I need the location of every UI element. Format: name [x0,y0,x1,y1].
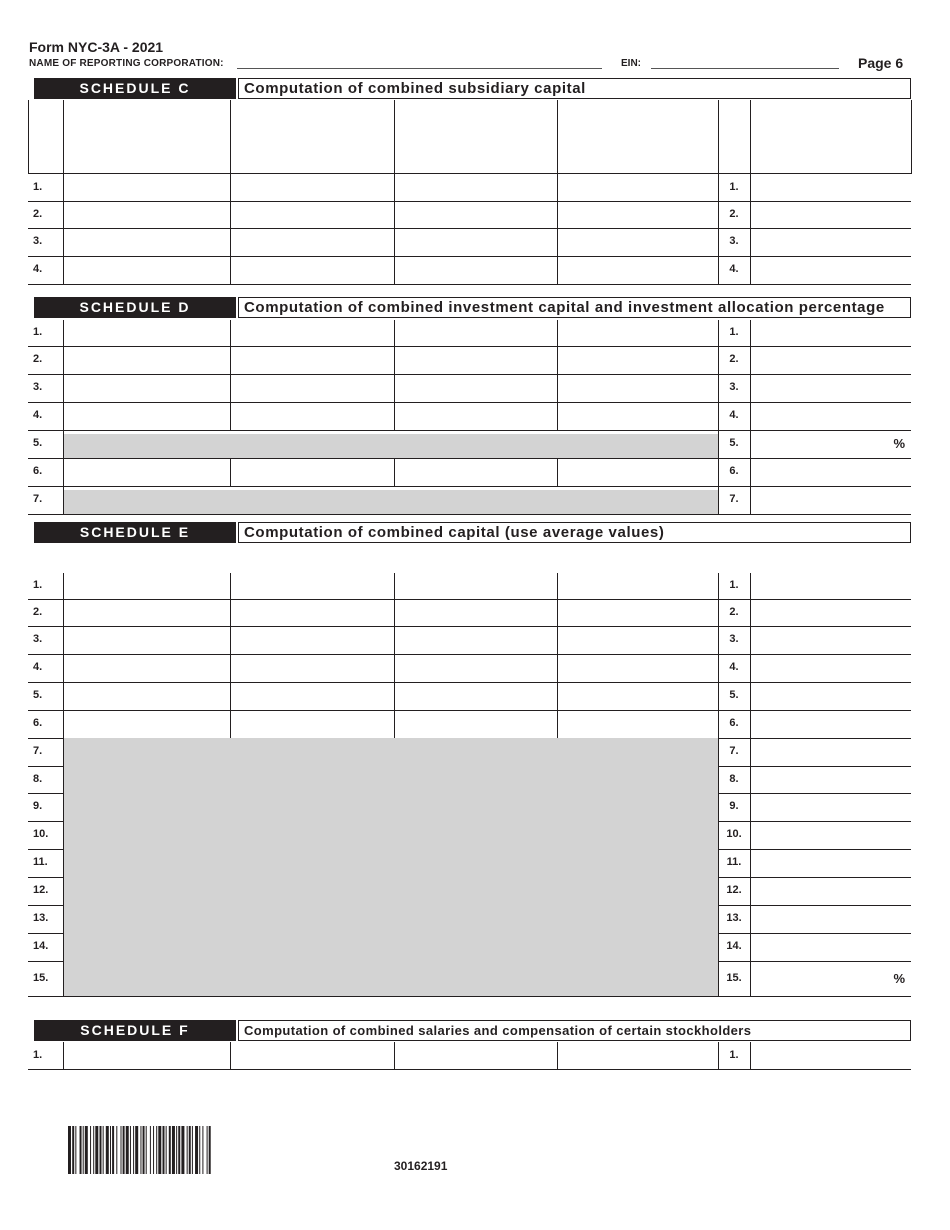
column-b-input[interactable] [230,201,394,228]
barcode-bar [163,1126,165,1174]
schedule-f-title: Computation of combined salaries and compensation of certain stockholders [238,1020,911,1041]
line-number: 3. [33,381,43,393]
barcode-bar [140,1126,141,1174]
line-number-right: 10. [726,828,742,840]
column-a-input[interactable] [63,228,230,256]
column-e-input[interactable] [750,320,912,346]
column-b-input[interactable] [230,458,394,486]
schedule-e-line-15 [28,961,911,997]
column-b-input[interactable] [230,174,394,201]
schedule-d-header [34,297,911,318]
line-number: 1. [33,1048,43,1061]
column-c-input[interactable] [394,682,557,710]
schedule-d-title: Computation of combined investment capital and investment allocation percentage [238,297,911,318]
schedule-e-title: Computation of combined capital (use average values) [238,522,911,543]
column-c-input[interactable] [394,626,557,654]
percent-sign: % [893,436,905,451]
header-divider [557,100,558,174]
column-d-input[interactable] [557,1042,718,1069]
barcode-bar [123,1126,125,1174]
barcode-bar [106,1126,109,1174]
line-number-right: 1. [729,1048,739,1061]
line-number: 14. [33,940,49,952]
line-number: 5. [33,689,43,701]
schedule-e-line-1 [28,573,911,600]
column-c-input[interactable] [394,573,557,599]
schedule-e-line-12 [28,877,911,906]
barcode-bar [85,1126,88,1174]
schedule-e-line-6 [28,710,911,739]
line-number-right: 5. [729,689,739,701]
column-b-input[interactable] [230,682,394,710]
line-number-right: 13. [726,912,742,924]
barcode-bar [95,1126,98,1174]
schedule-d-line-1 [28,320,911,347]
header-divider [63,100,64,174]
column-e-input[interactable] [750,905,912,933]
column-c-input[interactable] [394,458,557,486]
column-c-input[interactable] [394,174,557,201]
column-e-input[interactable] [750,710,912,738]
header-divider [750,100,751,174]
column-c-input[interactable] [394,228,557,256]
line-number: 1. [33,180,43,193]
cell-divider [63,905,64,933]
cell-divider [63,430,64,458]
barcode-bar [130,1126,131,1174]
column-e-input[interactable] [750,486,912,514]
barcode-bar [68,1126,71,1174]
line-number: 15. [33,971,49,984]
barcode-bar [110,1126,111,1174]
column-a-input[interactable] [63,402,230,430]
line-number: 6. [33,717,43,729]
column-a-input[interactable] [63,458,230,486]
line-number-right: 7. [729,745,739,757]
schedule-e-line-4 [28,654,911,683]
barcode-bar [192,1126,193,1174]
header-border [28,100,29,174]
column-e-input[interactable] [750,346,912,374]
percent-sign: % [893,970,905,986]
line-number: 4. [33,409,43,421]
barcode-bar [178,1126,180,1174]
line-number-right: 2. [729,207,739,220]
barcode-bar [189,1126,191,1174]
column-e-input[interactable] [750,201,912,228]
form-code: 30162191 [394,1159,448,1173]
column-c-input[interactable] [394,320,557,346]
line-number-right: 4. [729,263,739,275]
barcode-bar [187,1126,188,1174]
column-b-input[interactable] [230,256,394,284]
column-e-input[interactable] [750,766,912,793]
line-number-right: 3. [729,381,739,393]
column-a-input[interactable] [63,599,230,626]
barcode-bar [158,1126,161,1174]
barcode-bar [199,1126,200,1174]
schedule-c-title: Computation of combined subsidiary capital [238,78,911,99]
line-number-right: 6. [729,465,739,477]
schedule-c-label: SCHEDULE C [34,78,236,99]
cell-divider [63,793,64,821]
name-of-reporting-corporation-label: NAME OF REPORTING CORPORATION: [29,58,224,69]
line-number: 13. [33,912,49,924]
schedule-e-line-2 [28,599,911,627]
column-e-input[interactable] [750,228,912,256]
line-number: 9. [33,800,43,812]
column-e-input[interactable] [750,933,912,961]
barcode-bar [150,1126,151,1174]
column-e-input[interactable] [750,458,912,486]
shaded-cell [64,766,718,793]
column-e-input[interactable] [750,849,912,877]
line-number: 1. [33,579,43,591]
column-e-input[interactable] [750,1042,912,1069]
ein-label: EIN: [621,58,641,69]
column-d-input[interactable] [557,402,718,430]
column-d-input[interactable] [557,626,718,654]
column-d-input[interactable] [557,654,718,682]
column-e-input[interactable] [750,430,912,458]
schedule-d-line-3 [28,374,911,403]
barcode-bar [103,1126,104,1174]
column-c-input[interactable] [394,599,557,626]
line-number-right: 3. [729,235,739,247]
column-c-input[interactable] [394,346,557,374]
schedule-d-line-5 [28,430,911,459]
line-number: 8. [33,772,43,785]
page-number: Page 6 [858,55,904,71]
barcode-bar [90,1126,91,1174]
column-e-input[interactable] [750,626,912,654]
column-d-input[interactable] [557,256,718,284]
schedule-c-line-2 [28,201,911,229]
shaded-cell [64,490,718,514]
column-e-input[interactable] [750,174,912,201]
column-c-input[interactable] [394,201,557,228]
header-divider [394,100,395,174]
column-e-input[interactable] [750,256,912,284]
schedule-d-line-6 [28,458,911,487]
line-number: 12. [33,884,49,896]
line-number: 1. [33,326,43,338]
column-c-input[interactable] [394,256,557,284]
schedule-e-header [34,522,911,543]
line-number-right: 14. [726,940,742,952]
column-c-input[interactable] [394,374,557,402]
column-e-input[interactable] [750,682,912,710]
column-a-input[interactable] [63,682,230,710]
line-number-right: 6. [729,717,739,729]
shaded-cell [64,821,718,849]
column-d-input[interactable] [557,320,718,346]
barcode-bar [156,1126,157,1174]
column-a-input[interactable] [63,374,230,402]
schedule-e-line-14 [28,933,911,962]
column-e-input[interactable] [750,961,912,996]
line-number: 3. [33,633,43,645]
column-a-input[interactable] [63,1042,230,1069]
barcode-bar [133,1126,134,1174]
column-e-input[interactable] [750,374,912,402]
schedule-e-line-8 [28,766,911,794]
barcode-bar [100,1126,102,1174]
column-c-input[interactable] [394,654,557,682]
column-b-input[interactable] [230,346,394,374]
barcode-bar [195,1126,198,1174]
column-b-input[interactable] [230,374,394,402]
column-e-input[interactable] [750,573,912,599]
shaded-cell [64,877,718,905]
column-d-input[interactable] [557,682,718,710]
column-d-input[interactable] [557,573,718,599]
header-divider [718,100,719,174]
line-number-right: 12. [726,884,742,896]
schedule-f-line-1 [28,1042,911,1070]
column-d-input[interactable] [557,201,718,228]
column-e-input[interactable] [750,738,912,766]
column-a-input[interactable] [63,710,230,738]
line-number-right: 15. [726,971,742,984]
column-d-input[interactable] [557,458,718,486]
barcode-bar [83,1126,84,1174]
barcode-bar [126,1126,129,1174]
line-number: 2. [33,353,43,365]
schedule-c-header [34,78,911,99]
column-a-input[interactable] [63,346,230,374]
line-number: 2. [33,605,43,618]
line-number-right: 2. [729,605,739,618]
cell-divider [63,849,64,877]
column-b-input[interactable] [230,626,394,654]
column-c-input[interactable] [394,1042,557,1069]
schedule-c-line-3 [28,228,911,257]
line-number: 4. [33,263,43,275]
line-number-right: 1. [729,579,739,591]
column-e-input[interactable] [750,599,912,626]
barcode-bar [166,1126,167,1174]
barcode-bar [169,1126,171,1174]
column-a-input[interactable] [63,626,230,654]
schedule-f-label: SCHEDULE F [34,1020,236,1041]
barcode-bar [135,1126,138,1174]
column-e-input[interactable] [750,402,912,430]
column-e-input[interactable] [750,793,912,821]
cell-divider [63,738,64,766]
column-b-input[interactable] [230,320,394,346]
schedule-c-line-1 [28,174,911,202]
barcode-bar [146,1126,147,1174]
shaded-cell [64,933,718,961]
column-a-input[interactable] [63,174,230,201]
line-number-right: 5. [729,437,739,449]
column-d-input[interactable] [557,599,718,626]
schedule-d-line-4 [28,402,911,431]
column-e-input[interactable] [750,654,912,682]
line-number-right: 1. [729,326,739,338]
schedule-e-line-13 [28,905,911,934]
shaded-cell [64,434,718,458]
column-b-input[interactable] [230,710,394,738]
schedule-e-line-3 [28,626,911,655]
barcode-bar [112,1126,114,1174]
form-title: Form NYC-3A - 2021 [29,39,164,55]
shaded-cell [64,793,718,821]
schedule-e-line-9 [28,793,911,822]
schedule-d-label: SCHEDULE D [34,297,236,318]
shaded-cell [64,905,718,933]
line-number-right: 4. [729,661,739,673]
column-b-input[interactable] [230,228,394,256]
schedule-e-line-7 [28,738,911,767]
schedule-e-label: SCHEDULE E [34,522,236,543]
column-b-input[interactable] [230,402,394,430]
line-number: 5. [33,437,43,449]
barcode-bar [207,1126,208,1174]
column-a-input[interactable] [63,320,230,346]
cell-divider [63,821,64,849]
column-d-input[interactable] [557,710,718,738]
barcode-bar [121,1126,122,1174]
line-number-right: 3. [729,633,739,645]
column-b-input[interactable] [230,573,394,599]
shaded-cell [64,738,718,766]
column-b-input[interactable] [230,654,394,682]
barcode-bar [116,1126,117,1174]
line-number-right: 11. [726,856,742,868]
line-number-right: 7. [729,493,739,505]
barcode-bar [176,1126,177,1174]
shaded-cell [64,849,718,877]
schedule-c-line-4 [28,256,911,285]
schedule-e-line-10 [28,821,911,850]
column-a-input[interactable] [63,256,230,284]
cell-divider [63,877,64,905]
line-number: 2. [33,207,43,220]
column-a-input[interactable] [63,654,230,682]
barcode-bar [93,1126,94,1174]
line-number: 7. [33,493,43,505]
line-number: 10. [33,828,49,840]
column-d-input[interactable] [557,374,718,402]
column-b-input[interactable] [230,599,394,626]
column-e-input[interactable] [750,877,912,905]
barcode-bar [80,1126,82,1174]
line-number: 7. [33,745,43,757]
barcode-bar [202,1126,203,1174]
ein-field[interactable] [651,68,839,69]
line-number-right: 4. [729,409,739,421]
line-number-right: 8. [729,772,739,785]
header-divider [911,100,912,174]
line-number: 3. [33,235,43,247]
barcode-bar [209,1126,211,1174]
line-number: 6. [33,465,43,477]
column-c-input[interactable] [394,710,557,738]
column-d-input[interactable] [557,174,718,201]
column-a-input[interactable] [63,573,230,599]
column-e-input[interactable] [750,821,912,849]
column-c-input[interactable] [394,402,557,430]
barcode-bar [143,1126,145,1174]
shaded-cell [64,961,718,996]
column-d-input[interactable] [557,228,718,256]
schedule-d-line-2 [28,346,911,375]
cell-divider [63,933,64,961]
cell-divider [63,961,64,996]
header-divider [230,100,231,174]
barcode-image [68,1126,278,1174]
column-a-input[interactable] [63,201,230,228]
name-of-reporting-corporation-field[interactable] [237,68,602,69]
line-number-right: 9. [729,800,739,812]
column-d-input[interactable] [557,346,718,374]
line-number-right: 2. [729,353,739,365]
line-number-right: 1. [729,180,739,193]
schedule-e-line-5 [28,682,911,711]
cell-divider [63,486,64,514]
schedule-e-line-11 [28,849,911,878]
line-number: 4. [33,661,43,673]
barcode-bar [181,1126,184,1174]
barcode-bar [172,1126,175,1174]
cell-divider [63,766,64,793]
line-number: 11. [33,856,48,868]
barcode-bar [153,1126,154,1174]
column-b-input[interactable] [230,1042,394,1069]
barcode-bar [72,1126,74,1174]
barcode-bar [75,1126,76,1174]
schedule-f-header [34,1020,911,1041]
schedule-d-line-7 [28,486,911,515]
